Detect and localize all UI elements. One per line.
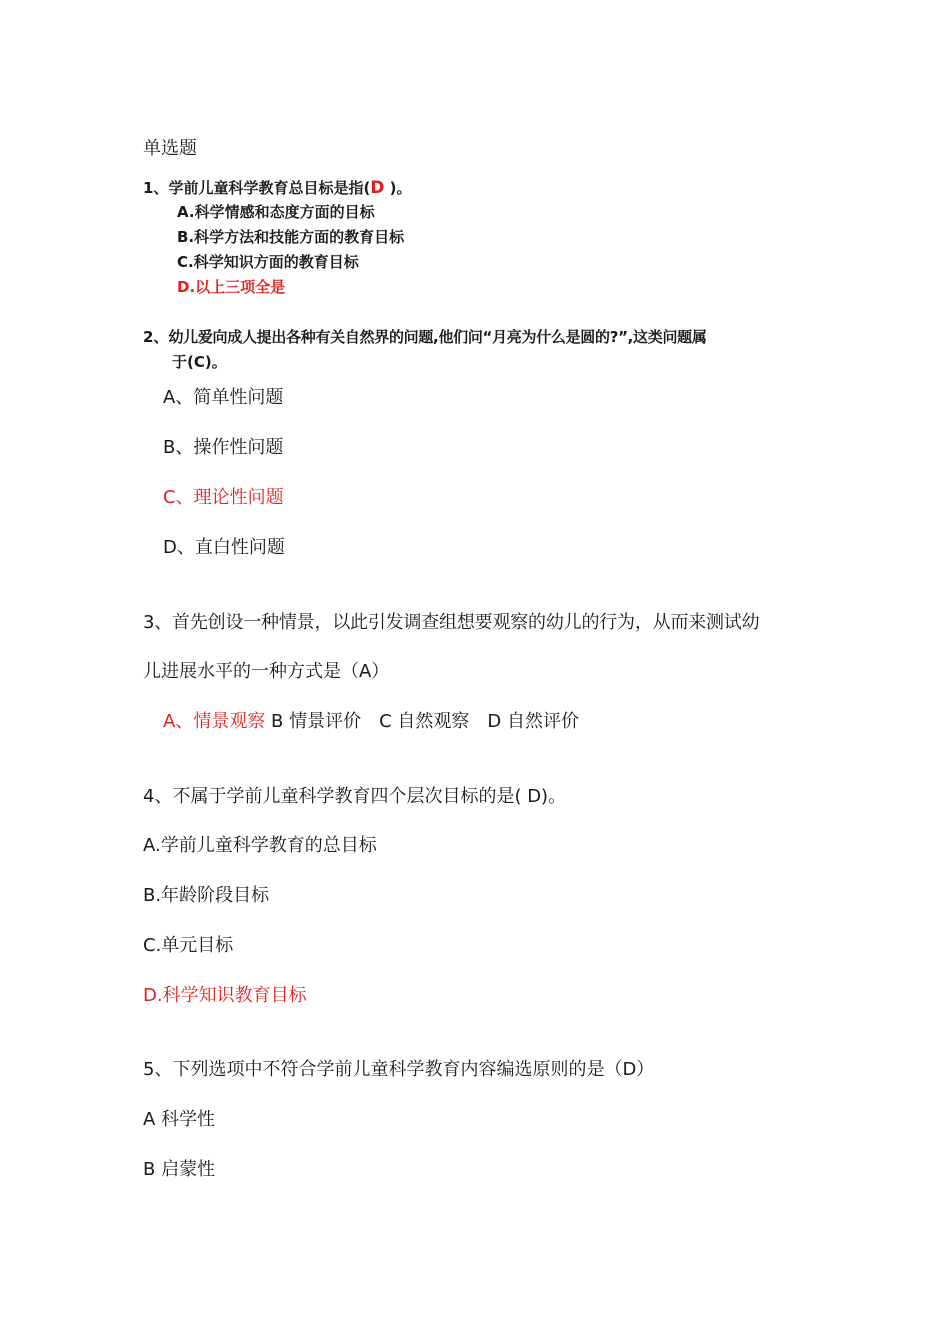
question-3-options [163, 711, 579, 733]
question-1-number: 1、 [143, 179, 169, 197]
question-5-option-b: B 启蒙性 [143, 1159, 216, 1180]
question-2-option-c: C、理论性问题 [163, 487, 284, 508]
question-3-stem-line2: 儿进展水平的一种方式是（A） [143, 661, 390, 682]
question-4-option-d: D.科学知识教育目标 [143, 985, 307, 1006]
question-1-option-a: A.科学情感和态度方面的目标 [177, 203, 375, 221]
question-2-stem-line2: 于(C)。 [172, 353, 227, 371]
question-4-option-b: B.年龄阶段目标 [143, 885, 270, 906]
question-1-option-d: D.以上三项全是 [177, 278, 286, 296]
question-4-stem: 4、不属于学前儿童科学教育四个层次目标的是( D)。 [143, 786, 567, 807]
question-4-option-c: C.单元目标 [143, 935, 234, 956]
question-2-stem-line1 [143, 328, 707, 346]
question-4-option-a: A.学前儿童科学教育的总目标 [143, 835, 377, 856]
question-2-number: 2、 [143, 328, 169, 346]
question-3-stem-line1: 3、首先创设一种情景，以此引发调查组想要观察的幼儿的行为，从而来测试幼 [143, 612, 760, 633]
section-title: 单选题 [143, 138, 197, 159]
question-1-text: 学前儿童科学教育总目标是指( [168, 179, 371, 197]
question-2-option-a: A、简单性问题 [163, 387, 284, 408]
question-5-option-a: A 科学性 [143, 1109, 216, 1130]
question-2-text: 幼儿爱向成人提出各种有关自然界的问题,他们问“月亮为什么是圆的?”,这类问题属 [168, 328, 707, 346]
question-1-option-c: C.科学知识方面的教育目标 [177, 253, 359, 271]
question-1-text-end: )。 [384, 179, 412, 197]
question-5-stem: 5、下列选项中不符合学前儿童科学教育内容编选原则的是（D） [143, 1059, 655, 1080]
question-1-option-b: B.科学方法和技能方面的教育目标 [177, 228, 405, 246]
question-1-answer: D [370, 178, 385, 198]
question-3-option-a: A、情景观察 [163, 711, 266, 732]
question-2-option-d: D、直白性问题 [163, 537, 285, 558]
question-2-option-b: B、操作性问题 [163, 437, 284, 458]
question-3-options-rest: B 情景评价 C 自然观察 D 自然评价 [265, 711, 579, 732]
question-1-stem [143, 178, 412, 198]
